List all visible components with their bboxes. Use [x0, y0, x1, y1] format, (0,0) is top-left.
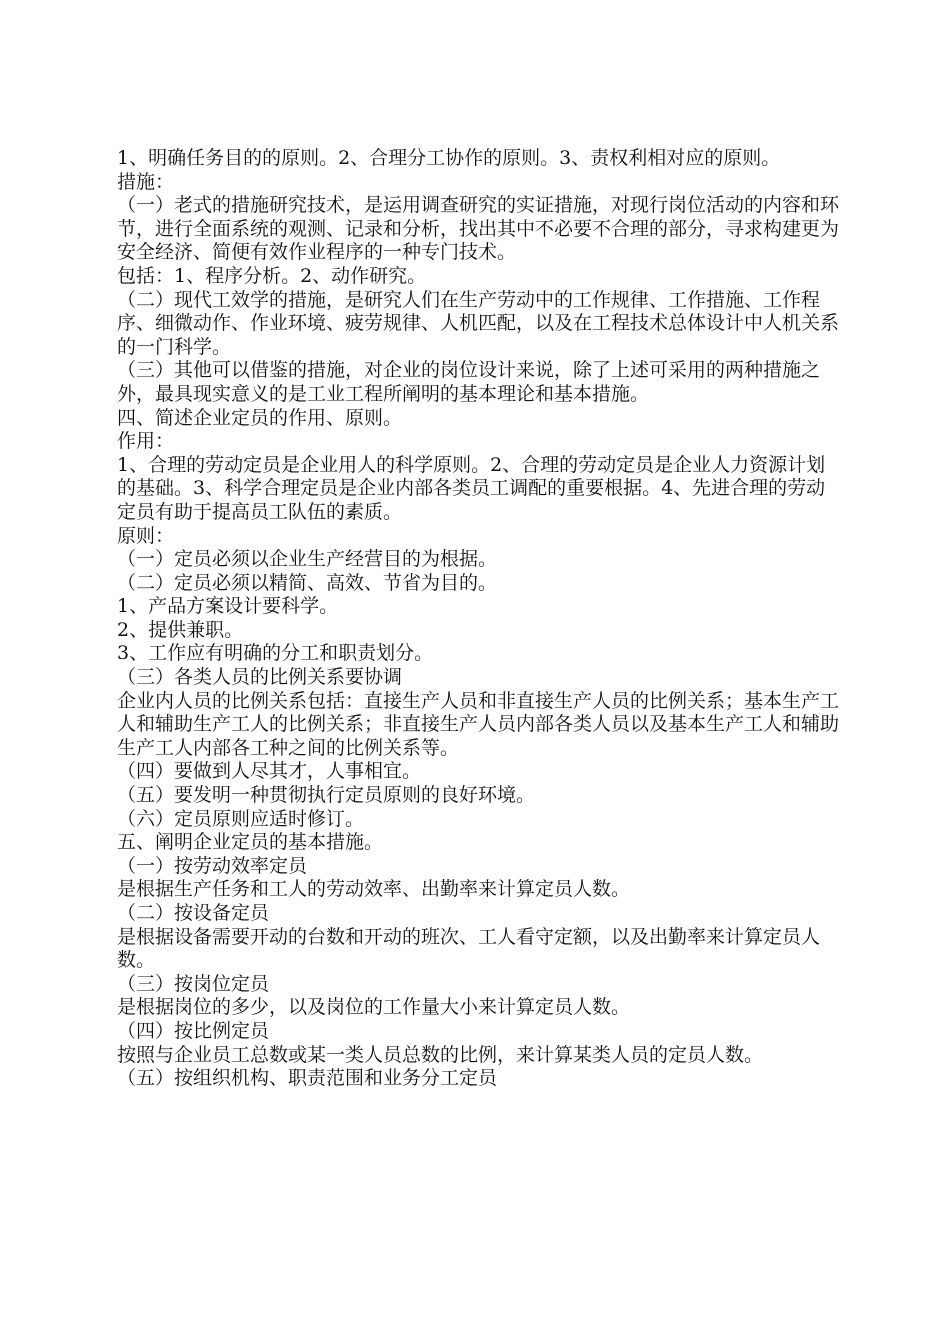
subsection-heading: （四）按比例定员: [117, 1019, 270, 1042]
subsection-heading: （一）按劳动效率定员: [117, 854, 308, 877]
paragraph-line: 是根据岗位的多少，以及岗位的工作量大小来计算定员人数。: [117, 996, 631, 1019]
list-item: 2、提供兼职。: [117, 618, 244, 641]
list-item: 1、产品方案设计要科学。: [117, 595, 339, 618]
paragraph-line: （六）定员原则应适时修订。: [117, 807, 365, 830]
section-heading: 四、简述企业定员的作用、原则。: [117, 406, 403, 429]
paragraph-line: （二）现代工效学的措施，是研究人们在生产劳动中的工作规律、工作措施、工作程序、细微动作、作业环境、疲劳规律、人机匹配，以及在工程技术总体设计中人机关系的一门科学。: [117, 288, 840, 358]
paragraph-line: （二）定员必须以精简、高效、节省为目的。: [117, 571, 498, 594]
paragraph-line: 包括：1、程序分析。2、动作研究。: [117, 264, 427, 287]
section-heading: 五、阐明企业定员的基本措施。: [117, 831, 384, 854]
subsection-heading: （五）按组织机构、职责范围和业务分工定员: [117, 1067, 498, 1090]
section-label: 原则：: [117, 524, 175, 547]
list-item: 3、工作应有明确的分工和职责划分。: [117, 642, 434, 665]
paragraph-line: （四）要做到人尽其才，人事相宜。: [117, 760, 422, 783]
paragraph-line: （三）其他可以借鉴的措施，对企业的岗位设计来说，除了上述可采用的两种措施之外，最具现实意义的是工业工程所阐明的基本理论和基本措施。: [117, 359, 821, 405]
paragraph-line: 企业内人员的比例关系包括：直接生产人员和非直接生产人员的比例关系；基本生产工人和辅助生产工人的比例关系；非直接生产人员内部各类人员以及基本生产工人和辅助生产工人内部各工种之间的比例关系等。: [117, 689, 840, 759]
subsection-heading: （三）按岗位定员: [117, 972, 270, 995]
paragraph-line: （一）定员必须以企业生产经营目的为根据。: [117, 548, 498, 571]
paragraph-line: （三）各类人员的比例关系要协调: [117, 666, 403, 689]
subsection-heading: （二）按设备定员: [117, 902, 270, 924]
section-label: 作用：: [117, 430, 175, 453]
document-body: [117, 147, 842, 1091]
paragraph-line: 是根据设备需要开动的台数和开动的班次、工人看守定额，以及出勤率来计算定员人数。: [117, 925, 821, 972]
paragraph-line: （五）要发明一种贯彻执行定员原则的良好环境。: [117, 784, 536, 807]
paragraph-line: 1、明确任务目的的原则。2、合理分工协作的原则。3、责权利相对应的原则。: [117, 147, 781, 169]
paragraph-line: （一）老式的措施研究技术，是运用调查研究的实证措施，对现行岗位活动的内容和环节，进行全面系统的观测、记录和分析，找出其中不必要不合理的部分，寻求构建更为安全经济、简便有效作业程序的一种专门技术。: [117, 194, 840, 264]
section-label: 措施：: [117, 170, 175, 193]
paragraph-line: 1、合理的劳动定员是企业用人的科学原则。2、合理的劳动定员是企业人力资源计划的基础。3、科学合理定员是企业内部各类员工调配的重要根据。4、先进合理的劳动定员有助于提高员工队伍的素质。: [117, 453, 826, 523]
paragraph-line: 是根据生产任务和工人的劳动效率、出勤率来计算定员人数。: [117, 878, 631, 901]
paragraph-line: 按照与企业员工总数或某一类人员总数的比例，来计算某类人员的定员人数。: [117, 1043, 764, 1066]
